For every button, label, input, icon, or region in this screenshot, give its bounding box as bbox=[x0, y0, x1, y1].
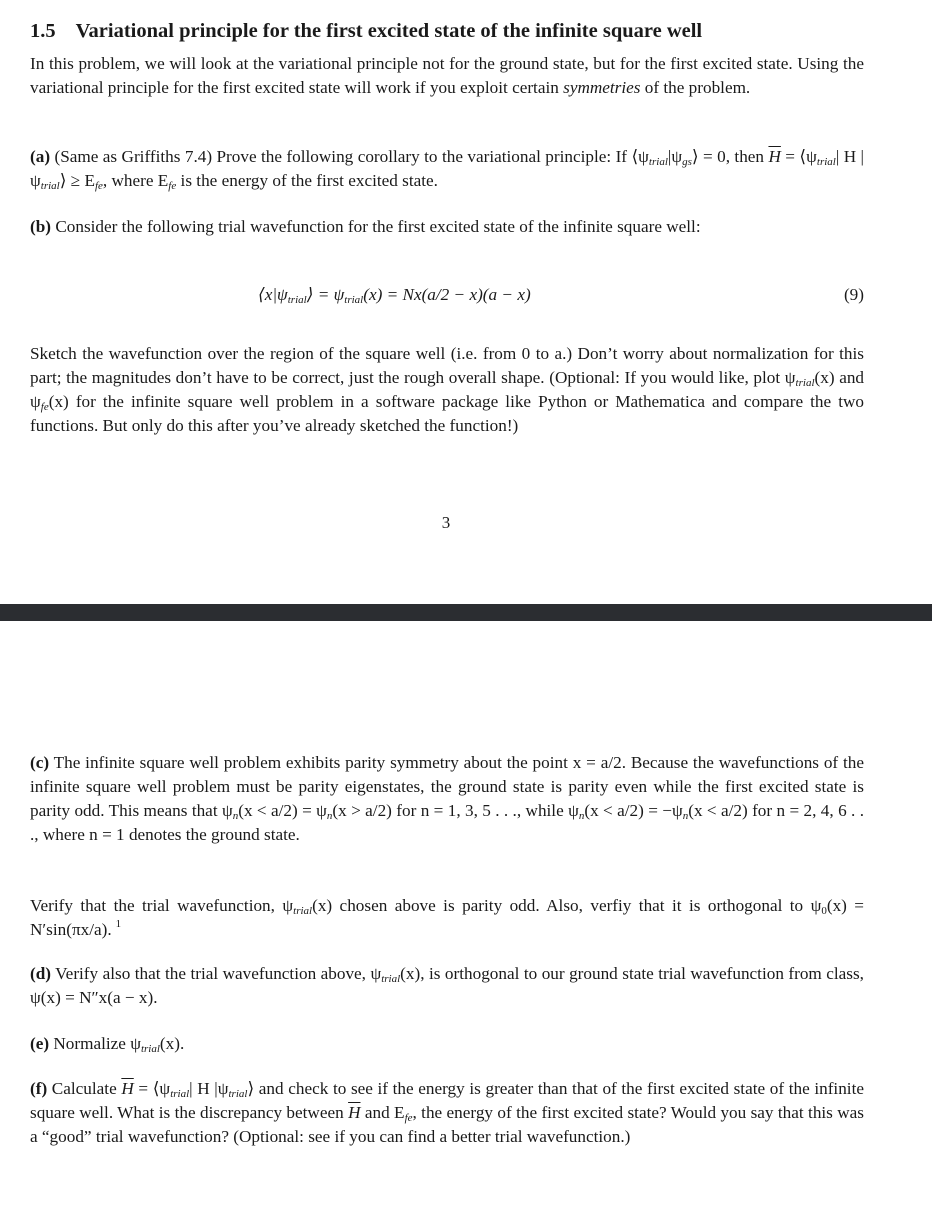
section-number: 1.5 bbox=[30, 20, 56, 42]
part-label: (a) bbox=[30, 147, 51, 166]
part-label: (f) bbox=[30, 1079, 48, 1098]
part-label: (c) bbox=[30, 753, 50, 772]
part-f: (f) Calculate $\overline{H}$ = $⟨\psi_{trial}|$ H $|\psi_{trial}⟩$ and check to see if the energy is greater than that of the first excited state of the infinite square well. What is the discrepancy between $\overline{H}$ and $E_{fe}$, the energy of the first excited state? Would you say that this was a “good” trial wavefunction? (Optional: see if you can find a better trial wavefunction.) bbox=[30, 1079, 864, 1146]
footnote-marker[interactable]: 1 bbox=[115, 918, 122, 930]
part-d: (d) Verify also that the trial wavefunction above, $\psi_{trial}(x)$, is orthogonal to our ground state trial wavefunction from class, ψ(x) = N″x(a − x). bbox=[30, 964, 864, 1007]
part-e: (e) Normalize $\psi_{trial}(x)$. bbox=[30, 1034, 185, 1055]
part-label: (d) bbox=[30, 964, 52, 983]
part-a: (a) (Same as Griffiths 7.4) Prove the following corollary to the variational principle: If $⟨\psi_{trial}|\psi_{gs}⟩ = 0$, then $\overline{H}$ = $⟨\psi_{trial}|$ H $|\psi_{trial}⟩ \ge E_{fe}$, where $E_{fe}$ is the energy of the first excited state. bbox=[30, 147, 864, 192]
section-title: Variational principle for the first excited state of the infinite square well bbox=[75, 20, 703, 42]
part-b: (b) Consider the following trial wavefunction for the first excited state of the infinite square well: bbox=[30, 217, 701, 236]
part-b-sketch: Sketch the wavefunction over the region of the square well (i.e. from 0 to a.) Don’t worry about normalization for this part; the magnitudes don’t have to be correct, just the rough overall shape. (Optional: If you would like, plot $\psi_{trial}(x)$ and $\psi_{fe}(x)$ for the infinite square well problem in a software package like Python or Mathematica and compare the two functions. But only do this after you’ve already sketched the function!) bbox=[30, 344, 865, 435]
page-4 bbox=[0, 621, 932, 1208]
equation-9 bbox=[30, 285, 864, 311]
section-heading bbox=[30, 20, 702, 43]
page-number: 3 bbox=[441, 513, 451, 532]
equation-body: $⟨x|\psi_{trial}⟩ = \psi_{trial}(x) = Nx(a/2 - x)(a - x)$ bbox=[258, 285, 531, 306]
part-label: (e) bbox=[30, 1034, 50, 1053]
page-divider bbox=[0, 604, 932, 621]
part-c: (c) The infinite square well problem exhibits parity symmetry about the point x = a/2. Because the wavefunctions of the infinite square well problem must be parity eigenstates, the ground state is parity even while the first excited state is parity odd. This means that $\psi_n(x < a/2) = \psi_n(x > a/2)$ for n = 1, 3, 5 . . ., while $\psi_n(x < a/2) = -\psi_n(x < a/2)$ for n = 2, 4, 6 . . ., where n = 1 denotes the ground state. bbox=[30, 753, 864, 844]
part-label: (b) bbox=[30, 217, 52, 236]
equation-number: (9) bbox=[843, 285, 864, 304]
intro-paragraph: In this problem, we will look at the variational principle not for the ground state, but for the first excited state. Using the variational principle for the first excited state will work if you exploit certain symmetries of the problem. bbox=[30, 54, 864, 97]
part-c-verify: Verify that the trial wavefunction, $\psi_{trial}(x)$ chosen above is parity odd. Also, verfiy that it is orthogonal to $\psi_0(x) = N'\sin(\pi x/a)$. $^1$ bbox=[30, 896, 865, 939]
